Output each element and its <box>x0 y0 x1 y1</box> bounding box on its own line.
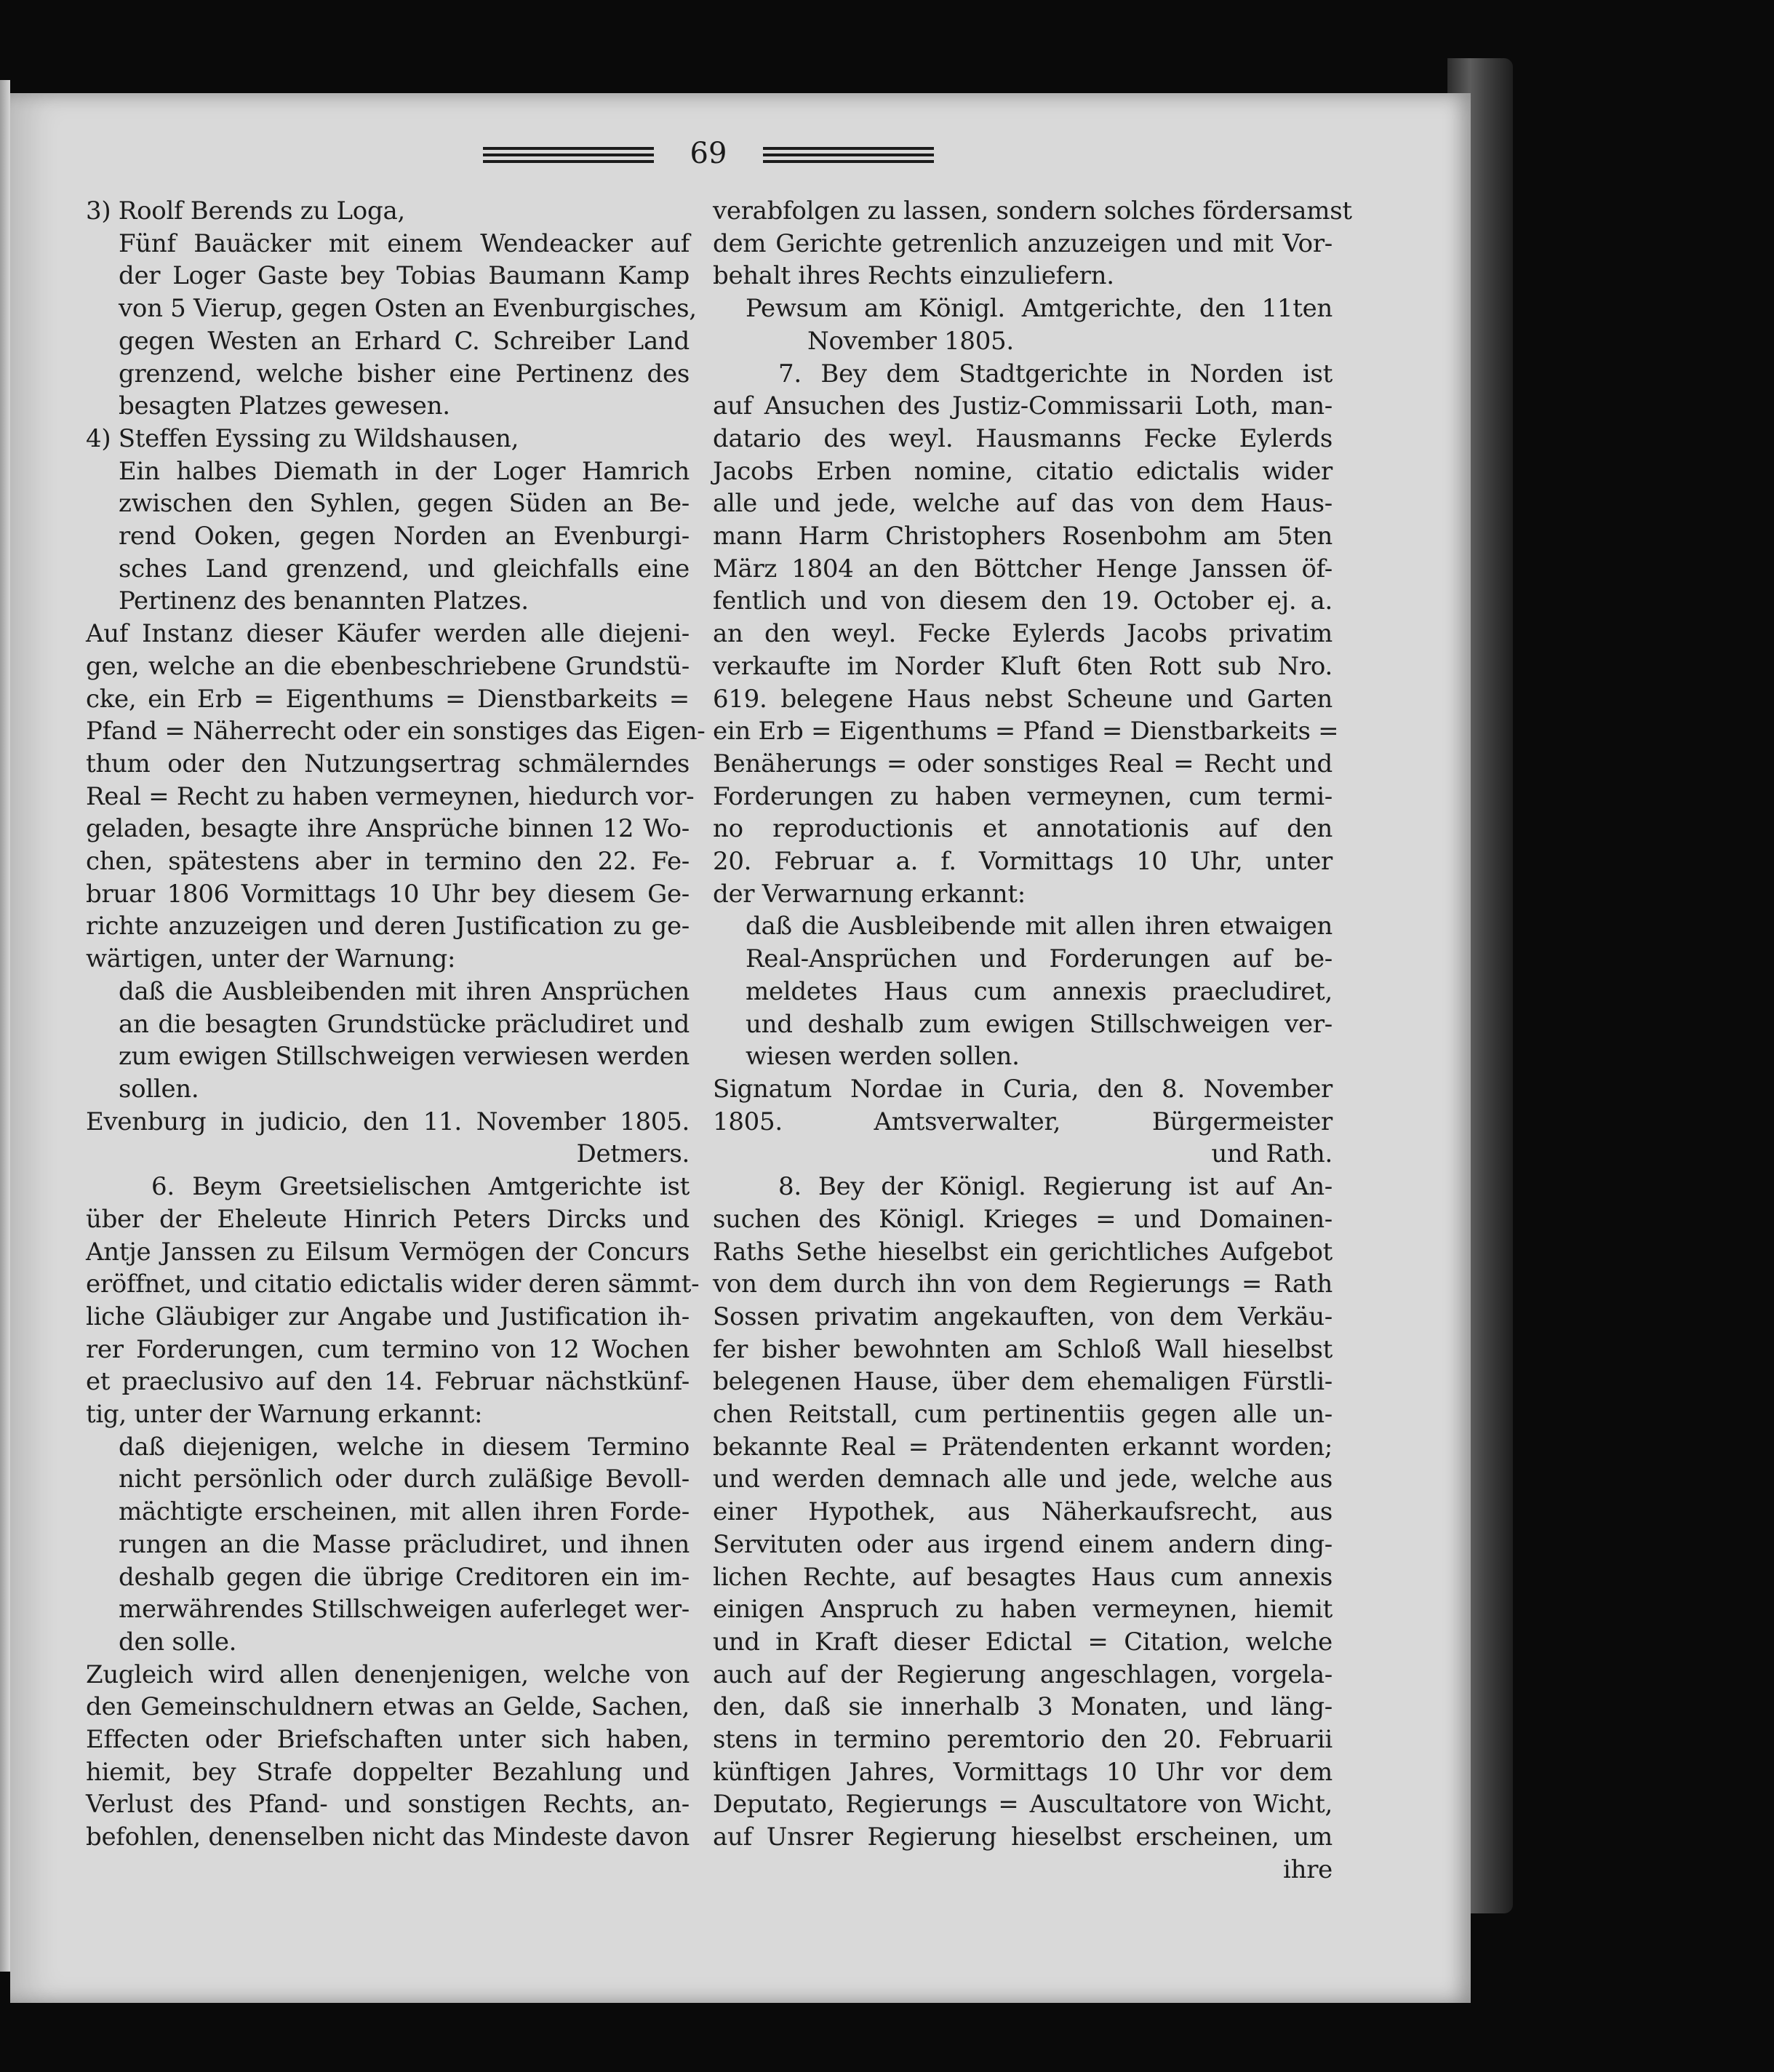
text-line: Pewsum am Königl. Amtgerichte, den 11ten <box>746 294 1333 324</box>
text-line: hiemit, bey Strafe doppelter Bezahlung und <box>86 1757 690 1787</box>
text-line: 8. Bey der Königl. Regierung ist auf An- <box>778 1172 1333 1202</box>
text-line: wärtigen, unter der Warnung: <box>86 944 456 974</box>
text-line: no reproductionis et annotationis auf den <box>713 814 1333 844</box>
text-line: 619. belegene Haus nebst Scheune und Garten <box>713 684 1333 714</box>
text-line: rend Ooken, gegen Norden an Evenburgi- <box>119 522 690 551</box>
text-line: zwischen den Syhlen, gegen Süden an Be- <box>119 489 690 519</box>
text-line: Ein halbes Diemath in der Loger Hamrich <box>119 456 690 486</box>
text-line: sches Land grenzend, und gleichfalls eine <box>119 554 690 583</box>
text-line: Antje Janssen zu Eilsum Vermögen der Concurs <box>86 1237 690 1267</box>
text-line: 7. Bey dem Stadtgerichte in Norden ist <box>778 359 1333 388</box>
text-line: fentlich und von diesem den 19. October ej. a. <box>713 586 1333 616</box>
text-line: et praeclusivo auf den 14. Februar nächstkünf- <box>86 1367 690 1397</box>
header-rule-right <box>763 147 934 167</box>
text-line: meldetes Haus cum annexis praecludiret, <box>746 976 1333 1006</box>
text-line: auf Ansuchen des Justiz-Commissarii Loth, man- <box>713 391 1333 421</box>
text-line: Zugleich wird allen denenjenigen, welche von <box>86 1659 690 1689</box>
text-line: Auf Instanz dieser Käufer werden alle diejeni- <box>86 619 690 649</box>
text-line: über der Eheleute Hinrich Peters Dircks und <box>86 1204 690 1234</box>
text-line: der Verwarnung erkannt: <box>713 879 1026 909</box>
text-line: befohlen, denenselben nicht das Mindeste davon <box>86 1822 690 1852</box>
text-line: 1805. Amtsverwalter, Bürgermeister <box>713 1107 1333 1136</box>
text-line: fer bisher bewohnten am Schloß Wall hieselbst <box>713 1334 1333 1364</box>
text-line: zum ewigen Stillschweigen verwiesen werden <box>119 1042 690 1072</box>
text-line: künftigen Jahres, Vormittags 10 Uhr vor dem <box>713 1757 1333 1787</box>
text-line: merwährendes Stillschweigen auferleget wer- <box>119 1595 690 1625</box>
text-line: nicht persönlich oder durch zuläßige Bevoll- <box>119 1465 690 1494</box>
text-line: Pertinenz des benannten Platzes. <box>119 586 529 616</box>
text-line: der Loger Gaste bey Tobias Baumann Kamp <box>119 261 690 291</box>
text-line: geladen, besagte ihre Ansprüche binnen 12 Wo- <box>86 814 690 844</box>
text-line: tig, unter der Warnung erkannt: <box>86 1400 483 1430</box>
text-line: dem Gerichte getrenlich anzuzeigen und mit Vor- <box>713 228 1333 258</box>
text-line: datario des weyl. Hausmanns Fecke Eylerds <box>713 423 1333 453</box>
text-line: behalt ihres Rechts einzuliefern. <box>713 261 1114 291</box>
text-line: verkaufte im Norder Kluft 6ten Rott sub Nro. <box>713 651 1333 681</box>
text-line: liche Gläubiger zur Angabe und Justification ih- <box>86 1302 690 1331</box>
text-line: den solle. <box>119 1627 237 1657</box>
text-line: deshalb gegen die übrige Creditoren ein im- <box>119 1562 690 1592</box>
text-line: an die besagten Grundstücke präcludiret und <box>119 1009 690 1039</box>
text-line: suchen des Königl. Krieges = und Domainen- <box>713 1204 1333 1234</box>
text-line: Jacobs Erben nomine, citatio edictalis wider <box>713 456 1333 486</box>
text-line: Real = Recht zu haben vermeynen, hiedurch vor- <box>86 781 695 811</box>
text-line: verabfolgen zu lassen, sondern solches fördersamst <box>713 196 1352 226</box>
text-line: Benäherungs = oder sonstiges Real = Recht und <box>713 749 1333 778</box>
text-line: ein Erb = Eigenthums = Pfand = Dienstbarkeits = <box>713 717 1339 746</box>
text-line: Pfand = Näherrecht oder ein sonstiges das Eigen- <box>86 717 706 746</box>
text-line: Verlust des Pfand- und sonstigen Rechts, an- <box>86 1790 690 1820</box>
text-line: einigen Anspruch zu haben vermeynen, hiemit <box>713 1595 1333 1625</box>
text-line: cke, ein Erb = Eigenthums = Dienstbarkeits = <box>86 684 690 714</box>
text-line: 20. Februar a. f. Vormittags 10 Uhr, unter <box>713 847 1333 877</box>
text-line: gegen Westen an Erhard C. Schreiber Land <box>119 326 690 356</box>
book-page <box>10 93 1471 2003</box>
text-line: daß diejenigen, welche in diesem Termino <box>119 1432 690 1462</box>
text-line: 6. Beym Greetsielischen Amtgerichte ist <box>151 1172 690 1202</box>
text-line: auf Unsrer Regierung hieselbst erscheinen, um <box>713 1822 1333 1852</box>
text-line: und werden demnach alle und jede, welche aus <box>713 1465 1333 1494</box>
text-line: rer Forderungen, cum termino von 12 Wochen <box>86 1334 690 1364</box>
text-line: gen, welche an die ebenbeschriebene Grundstü- <box>86 651 690 681</box>
text-line: an den weyl. Fecke Eylerds Jacobs privatim <box>713 619 1333 649</box>
text-line: November 1805. <box>807 326 1014 356</box>
text-line: besagten Platzes gewesen. <box>119 391 450 421</box>
previous-page-edge <box>0 80 10 1972</box>
text-line: auch auf der Regierung angeschlagen, vorgela- <box>713 1659 1333 1689</box>
text-line: Servituten oder aus irgend einem andern ding- <box>713 1529 1333 1559</box>
text-line: chen, spätestens aber in termino den 22. Fe- <box>86 847 690 877</box>
text-line: grenzend, welche bisher eine Pertinenz des <box>119 359 690 388</box>
text-line: richte anzuzeigen und deren Justification zu ge- <box>86 912 690 941</box>
text-line: einer Hypothek, aus Näherkaufsrecht, aus <box>713 1497 1333 1527</box>
text-line: und in Kraft dieser Edictal = Citation, welche <box>713 1627 1333 1657</box>
text-line: wiesen werden sollen. <box>746 1042 1020 1072</box>
text-line: von 5 Vierup, gegen Osten an Evenburgisches, <box>119 294 697 324</box>
text-line: 4) Steffen Eyssing zu Wildshausen, <box>86 423 519 453</box>
text-line: rungen an die Masse präcludiret, und ihnen <box>119 1529 690 1559</box>
text-line: mächtigte erscheinen, mit allen ihren Forde- <box>119 1497 690 1527</box>
text-line: Detmers. <box>576 1139 690 1169</box>
text-line: mann Harm Christophers Rosenbohm am 5ten <box>713 522 1333 551</box>
text-line: daß die Ausbleibende mit allen ihren etwaigen <box>746 912 1333 941</box>
text-line: Raths Sethe hieselbst ein gerichtliches Aufgebot <box>713 1237 1333 1267</box>
text-line: Effecten oder Briefschaften unter sich haben, <box>86 1725 690 1755</box>
text-line: den Gemeinschuldnern etwas an Gelde, Sachen, <box>86 1692 690 1722</box>
text-line: März 1804 an den Böttcher Henge Janssen öf- <box>713 554 1333 583</box>
text-line: und Rath. <box>1211 1139 1333 1169</box>
text-line: belegenen Hause, über dem ehemaligen Fürstli- <box>713 1367 1333 1397</box>
text-line: bruar 1806 Vormittags 10 Uhr bey diesem Ge- <box>86 879 690 909</box>
text-line: Real-Ansprüchen und Forderungen auf be- <box>746 944 1333 974</box>
left-text-column <box>86 195 706 1854</box>
text-line: eröffnet, und citatio edictalis wider deren sämmt- <box>86 1270 700 1299</box>
text-line: thum oder den Nutzungsertrag schmälerndes <box>86 749 690 778</box>
text-line: lichen Rechte, auf besagtes Haus cum annexis <box>713 1562 1333 1592</box>
right-text-column <box>713 195 1352 1886</box>
text-line: Signatum Nordae in Curia, den 8. November <box>713 1074 1333 1104</box>
text-line: und deshalb zum ewigen Stillschweigen ver- <box>746 1009 1333 1039</box>
text-line: Forderungen zu haben vermeynen, cum termi- <box>713 781 1333 811</box>
page-number: 69 <box>690 137 727 170</box>
text-line: stens in termino peremtorio den 20. Februarii <box>713 1725 1333 1755</box>
text-line: alle und jede, welche auf das von dem Haus- <box>713 489 1333 519</box>
text-line: Sossen privatim angekauften, von dem Verkäu- <box>713 1302 1333 1331</box>
text-line: Evenburg in judicio, den 11. November 1805. <box>86 1107 690 1136</box>
text-line: sollen. <box>119 1074 199 1104</box>
text-line: ihre <box>1283 1854 1333 1884</box>
text-line: chen Reitstall, cum pertinentiis gegen alle un- <box>713 1400 1333 1430</box>
text-line: Fünf Bauäcker mit einem Wendeacker auf <box>119 228 690 258</box>
text-line: den, daß sie innerhalb 3 Monaten, und läng- <box>713 1692 1333 1722</box>
text-line: von dem durch ihn von dem Regierungs = Rath <box>713 1270 1333 1299</box>
text-line: bekannte Real = Prätendenten erkannt worden; <box>713 1432 1333 1462</box>
page-header <box>483 137 934 180</box>
text-line: 3) Roolf Berends zu Loga, <box>86 196 405 226</box>
text-line: Deputato, Regierungs = Auscultatore von Wicht, <box>713 1790 1333 1820</box>
text-line: daß die Ausbleibenden mit ihren Ansprüchen <box>119 976 690 1006</box>
